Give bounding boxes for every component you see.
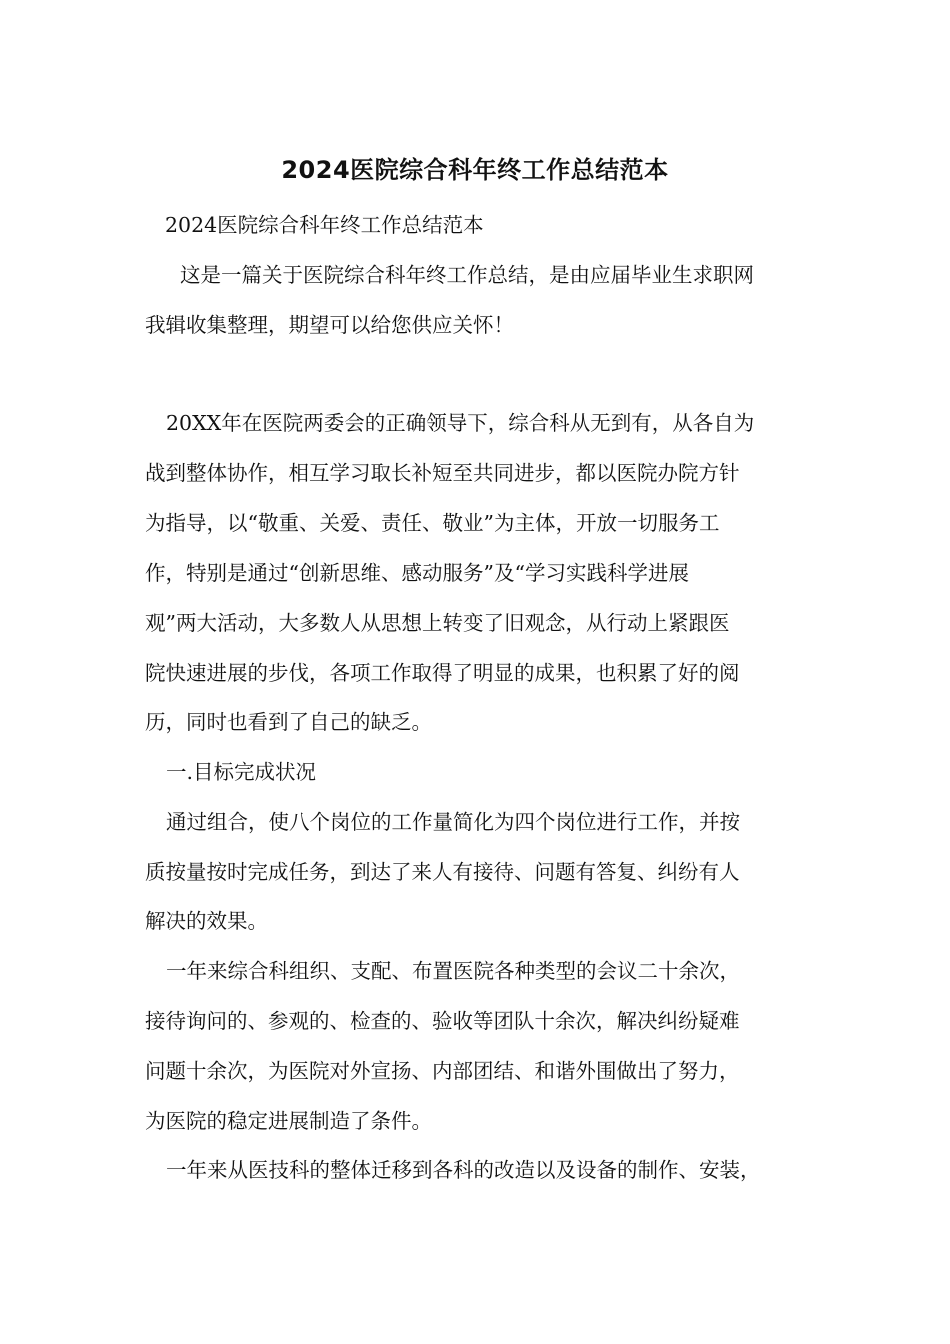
document-subtitle: 2024医院综合科年终工作总结范本: [165, 213, 484, 237]
paragraph-line: 为医院的稳定进展制造了条件。: [145, 1109, 432, 1133]
section-heading: 一.目标完成状况: [166, 760, 317, 784]
paragraph-line: 历，同时也看到了自己的缺乏。: [145, 710, 432, 734]
paragraph-line: 20XX年在医院两委会的正确领导下，综合科从无到有，从各自为: [166, 411, 755, 435]
paragraph-line: 战到整体协作，相互学习取长补短至共同进步，都以医院办院方针: [145, 461, 740, 485]
paragraph-line: 观”两大活动，大多数人从思想上转变了旧观念，从行动上紧跟医: [145, 611, 730, 635]
paragraph-line: 为指导，以“敬重、关爱、责任、敬业”为主体，开放一切服务工: [145, 511, 720, 535]
paragraph-line: 质按量按时完成任务，到达了来人有接待、问题有答复、纠纷有人: [145, 860, 740, 884]
document-title: 2024医院综合科年终工作总结范本: [281, 156, 669, 184]
paragraph-line: 这是一篇关于医院综合科年终工作总结，是由应届毕业生求职网: [180, 263, 754, 287]
paragraph-line: 通过组合，使八个岗位的工作量简化为四个岗位进行工作，并按: [166, 810, 740, 834]
paragraph-line: 院快速进展的步伐，各项工作取得了明显的成果，也积累了好的阅: [145, 661, 740, 685]
paragraph-line: 我辑收集整理，期望可以给您供应关怀！: [145, 313, 514, 337]
paragraph-line: 解决的效果。: [145, 909, 268, 933]
paragraph-line: 接待询问的、参观的、检查的、验收等团队十余次，解决纠纷疑难: [145, 1009, 740, 1033]
paragraph-line: 一年来综合科组织、支配、布置医院各种类型的会议二十余次，: [166, 959, 740, 983]
paragraph-line: 问题十余次，为医院对外宣扬、内部团结、和谐外围做出了努力，: [145, 1059, 740, 1083]
paragraph-line: 作，特别是通过“创新思维、感动服务”及“学习实践科学进展: [145, 561, 689, 585]
paragraph-line: 一年来从医技科的整体迁移到各科的改造以及设备的制作、安装，: [166, 1158, 761, 1182]
